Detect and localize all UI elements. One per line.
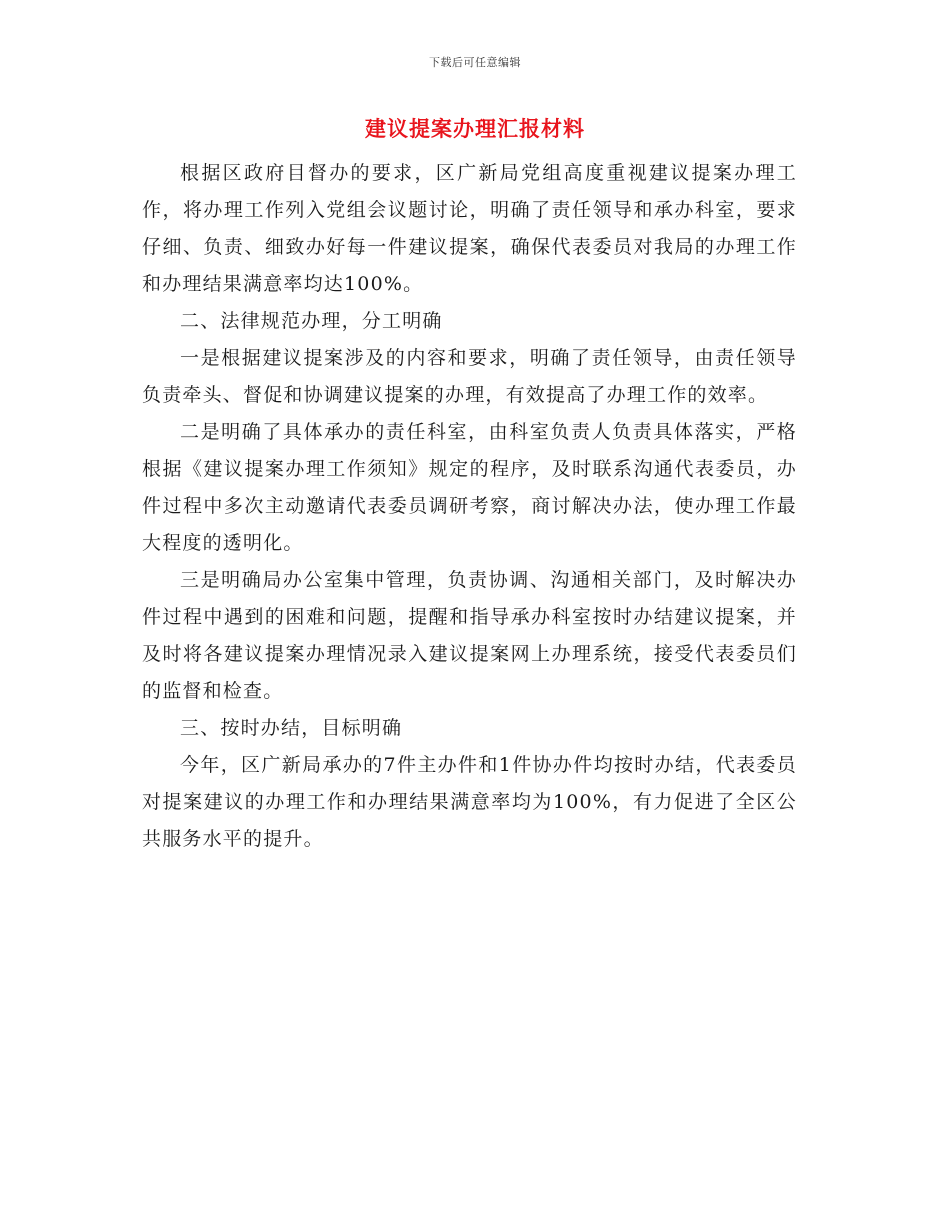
paragraph-point-two: 二是明确了具体承办的责任科室，由科室负责人负责具体落实，严格根据《建议提案办理工作须知》规定的程序，及时联系沟通代表委员，办件过程中多次主动邀请代表委员调研考察，商讨解决办法，使办理工作最大程度的透明化。 bbox=[142, 421, 797, 554]
document-title: 建议提案办理汇报材料 bbox=[365, 116, 585, 141]
paragraph-point-one: 一是根据建议提案涉及的内容和要求，明确了责任领导，由责任领导负责牵头、督促和协调建议提案的办理，有效提高了办理工作的效率。 bbox=[142, 347, 797, 406]
paragraph-conclusion: 今年，区广新局承办的7件主办件和1件协办件均按时办结，代表委员对提案建议的办理工作和办理结果满意率均为100%，有力促进了全区公共服务水平的提升。 bbox=[142, 754, 797, 850]
section-heading-on-time: 三、按时办结，目标明确 bbox=[180, 717, 403, 739]
paragraph-point-three: 三是明确局办公室集中管理，负责协调、沟通相关部门，及时解决办件过程中遇到的困难和问题，提醒和指导承办科室按时办结建议提案，并及时将各建议提案办理情况录入建议提案网上办理系统，接受代表委员们的监督和检查。 bbox=[142, 569, 797, 702]
section-heading-legal-standard: 二、法律规范办理，分工明确 bbox=[180, 310, 443, 332]
page-header-note: 下载后可任意编辑 bbox=[429, 56, 521, 69]
paragraph-intro: 根据区政府目督办的要求，区广新局党组高度重视建议提案办理工作，将办理工作列入党组会议题讨论，明确了责任领导和承办科室，要求仔细、负责、细致办好每一件建议提案，确保代表委员对我局的办理工作和办理结果满意率均达100%。 bbox=[142, 162, 797, 295]
document-body bbox=[142, 155, 797, 858]
